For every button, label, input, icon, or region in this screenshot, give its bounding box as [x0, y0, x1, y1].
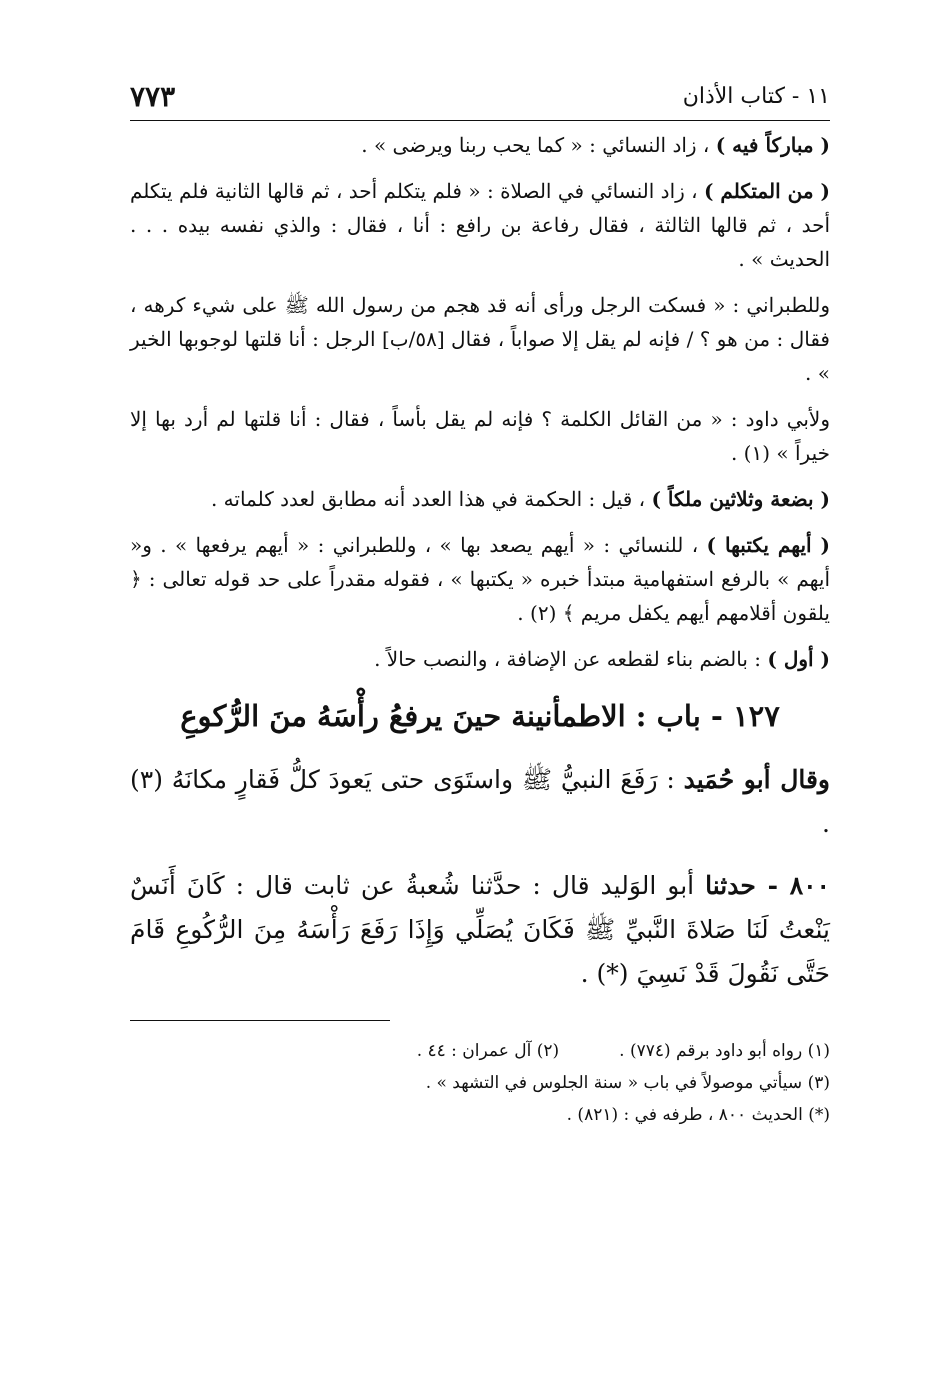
hadith-paragraph	[130, 864, 830, 996]
paragraph-lead: ( من المتكلم )	[703, 179, 830, 203]
paragraph	[130, 642, 830, 676]
paragraph	[130, 128, 830, 162]
paragraph	[130, 174, 830, 276]
paragraph	[130, 528, 830, 630]
paragraph	[130, 482, 830, 516]
footnote: (١) رواه أبو داود برقم (٧٧٤) .	[619, 1041, 830, 1061]
paragraph-text: : بالضم بناء لقطعه عن الإضافة ، والنصب حالاً .	[374, 647, 768, 671]
header-rule	[130, 120, 830, 121]
footnote-row	[130, 1035, 830, 1067]
paragraph-text: ولأبي داود : « من القائل الكلمة ؟ فإنه لم يقل بأساً ، فقال : أنا قلتها لم أرد بها إلا خيراً » (١) .	[130, 407, 830, 465]
hadith-lead: ٨٠٠ - حدثنا	[705, 871, 830, 900]
footnote: (٣) سيأتي موصولاً في باب « سنة الجلوس في التشهد » .	[425, 1073, 830, 1093]
paragraph-text: وللطبراني : « فسكت الرجل ورأى أنه قد هجم من رسول الله ﷺ على شيء كرهه ، فقال : من هو ؟ / فإنه لم يقل إلا صواباً ، فقال [٥٨/ب] الرجل : أنا قلتها لوجوبها الخير » .	[130, 293, 830, 385]
paragraph-lead: ( أول )	[767, 647, 830, 671]
chapter-title: ١٢٧ - باب : الاطمأنينة حينَ يرفعُ رأْسَهُ منَ الرُّكوعِ	[180, 699, 780, 733]
page-number: ٧٧٣	[130, 80, 176, 113]
quote-lead: وقال أبو حُمَيد	[683, 765, 830, 794]
footnote: (٢) آل عمران : ٤٤ .	[416, 1041, 560, 1061]
paragraph-text: ، للنسائي : « أيهم يصعد بها » ، وللطبراني : « أيهم يرفعها » . و« أيهم » بالرفع استفهامية مبتدأ خبره « يكتبها » ، فقوله مقدراً على حد قوله تعالى : ﴿ يلقون أقلامهم أيهم يكفل مريم ﴾ (٢) .	[130, 533, 830, 625]
quote-text: : رَفَعَ النبيُّ ﷺ واستَوَى حتى يَعودَ كلُّ فَقارٍ مكانَهُ (٣) .	[130, 765, 830, 838]
paragraph-lead: ( بضعة وثلاثين ملكاً )	[651, 487, 830, 511]
paragraph-text: ، زاد النسائي : « كما يحب ربنا ويرضى » .	[361, 133, 716, 157]
footnote: (*) الحديث ٨٠٠ ، طرفه في : (٨٢١) .	[566, 1105, 830, 1125]
paragraph	[130, 402, 830, 470]
paragraph-text: ، قيل : الحكمة في هذا العدد أنه مطابق لعدد كلماته .	[210, 487, 652, 511]
quote-paragraph	[130, 758, 830, 846]
running-title: ١١ - كتاب الأذان	[682, 84, 830, 109]
commentary-body	[130, 128, 830, 1131]
hadith-text: أبو الوَليد قال : حدَّثنا شُعبةُ عن ثابت قال : كَانَ أَنَسٌ يَنْعتُ لَنَا صَلاةَ النَّبيِّ ﷺ فَكَانَ يُصَلِّي وَإِذَا رَفَعَ رَأْسَهُ مِنَ الرُّكُوعِ قَامَ حَتَّى نَقُولَ قَدْ نَسِيَ (*) .	[130, 871, 830, 988]
footnote-rule	[130, 1020, 390, 1021]
paragraph	[130, 288, 830, 390]
paragraph-lead: ( مباركاً فيه )	[715, 133, 830, 157]
paragraph-text: ، زاد النسائي في الصلاة : « فلم يتكلم أحد ، ثم قالها الثانية فلم يتكلم أحد ، ثم قالها الثالثة ، فقال رفاعة بن رافع : أنا ، فقال : والذي نفسه بيده . . . الحديث » .	[130, 179, 830, 271]
paragraph-lead: ( أيهم يكتبها )	[706, 533, 830, 557]
page-header	[130, 80, 830, 116]
